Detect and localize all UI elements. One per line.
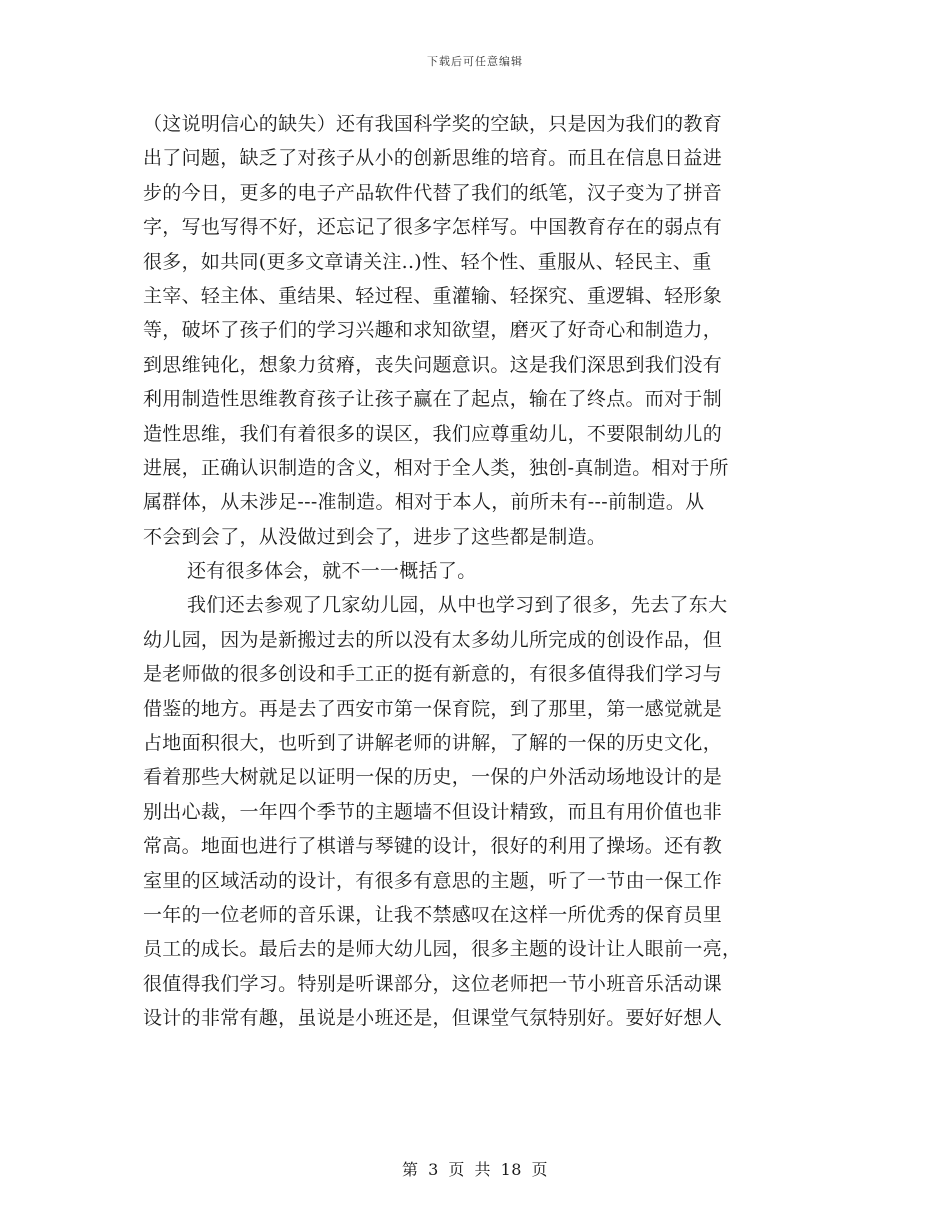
text-line: 进展，正确认识制造的含义，相对于全人类，独创-真制造。相对于所 bbox=[143, 456, 729, 479]
footer-current-page: 3 bbox=[428, 1160, 439, 1179]
text-line: 很值得我们学习。特别是听课部分，这位老师把一节小班音乐活动课 bbox=[143, 972, 723, 995]
text-line: 借鉴的地方。再是去了西安市第一保育院，到了那里，第一感觉就是 bbox=[143, 697, 723, 720]
text-line: 很多，如共同(更多文章请关注..)性、轻个性、重服从、轻民主、重 bbox=[143, 250, 712, 273]
text-line: 幼儿园，因为是新搬过去的所以没有太多幼儿所完成的创设作品，但 bbox=[143, 628, 723, 651]
text-line: 属群体，从未涉足---准制造。相对于本人，前所未有---前制造。从 bbox=[143, 491, 705, 514]
text-line: 设计的非常有趣，虽说是小班还是，但课堂气氛特别好。要好好想人 bbox=[143, 1007, 723, 1030]
footer-suffix: 页 bbox=[531, 1160, 549, 1179]
text-line: 看着那些大树就足以证明一保的历史，一保的户外活动场地设计的是 bbox=[143, 766, 723, 789]
text-line: 主宰、轻主体、重结果、轻过程、重灌输、轻探究、重逻辑、轻形象 bbox=[143, 284, 723, 307]
text-line: 利用制造性思维教育孩子让孩子赢在了起点，输在了终点。而对于制 bbox=[143, 388, 723, 411]
text-line: 室里的区域活动的设计，有很多有意思的主题，听了一节由一保工作 bbox=[143, 869, 723, 892]
text-line: 别出心裁，一年四个季节的主题墙不但设计精致，而且有用价值也非 bbox=[143, 800, 723, 823]
footer-total-pages: 18 bbox=[500, 1160, 522, 1179]
text-line: 造性思维，我们有着很多的误区，我们应尊重幼儿，不要限制幼儿的 bbox=[143, 422, 723, 445]
page-header-note: 下载后可任意编辑 bbox=[427, 55, 523, 68]
body-text bbox=[143, 107, 803, 1036]
text-line: 到思维钝化，想象力贫瘠，丧失问题意识。这是我们深思到我们没有 bbox=[143, 353, 723, 376]
text-line: 出了问题，缺乏了对孩子从小的创新思维的培育。而且在信息日益进 bbox=[143, 147, 723, 170]
text-line: 员工的成长。最后去的是师大幼儿园，很多主题的设计让人眼前一亮， bbox=[143, 938, 742, 961]
text-line: 不会到会了，从没做过到会了，进步了这些都是制造。 bbox=[143, 525, 607, 548]
text-line: 步的今日，更多的电子产品软件代替了我们的纸笔，汉子变为了拼音 bbox=[143, 181, 723, 204]
text-line: 是老师做的很多创设和手工正的挺有新意的，有很多值得我们学习与 bbox=[143, 663, 723, 686]
footer-page-label: 页 bbox=[448, 1160, 465, 1179]
text-line: 我们还去参观了几家幼儿园，从中也学习到了很多，先去了东大 bbox=[187, 594, 728, 617]
text-line: 等，破坏了孩子们的学习兴趣和求知欲望，磨灭了好奇心和制造力， bbox=[143, 319, 723, 342]
text-line: （这说明信心的缺失）还有我国科学奖的空缺，只是因为我们的教育 bbox=[143, 113, 723, 135]
text-line: 占地面积很大，也听到了讲解老师的讲解，了解的一保的历史文化， bbox=[143, 732, 723, 755]
text-line: 常高。地面也进行了棋谱与琴键的设计，很好的利用了操场。还有教 bbox=[143, 835, 723, 858]
text-line: 一年的一位老师的音乐课，让我不禁感叹在这样一所优秀的保育员里 bbox=[143, 903, 723, 926]
text-line: 还有很多体会，就不一一概括了。 bbox=[187, 560, 477, 583]
page-footer bbox=[0, 1157, 950, 1180]
footer-prefix: 第 bbox=[401, 1160, 419, 1179]
text-line: 字，写也写得不好，还忘记了很多字怎样写。中国教育存在的弱点有 bbox=[143, 216, 723, 239]
footer-total-label: 共 bbox=[474, 1160, 491, 1179]
